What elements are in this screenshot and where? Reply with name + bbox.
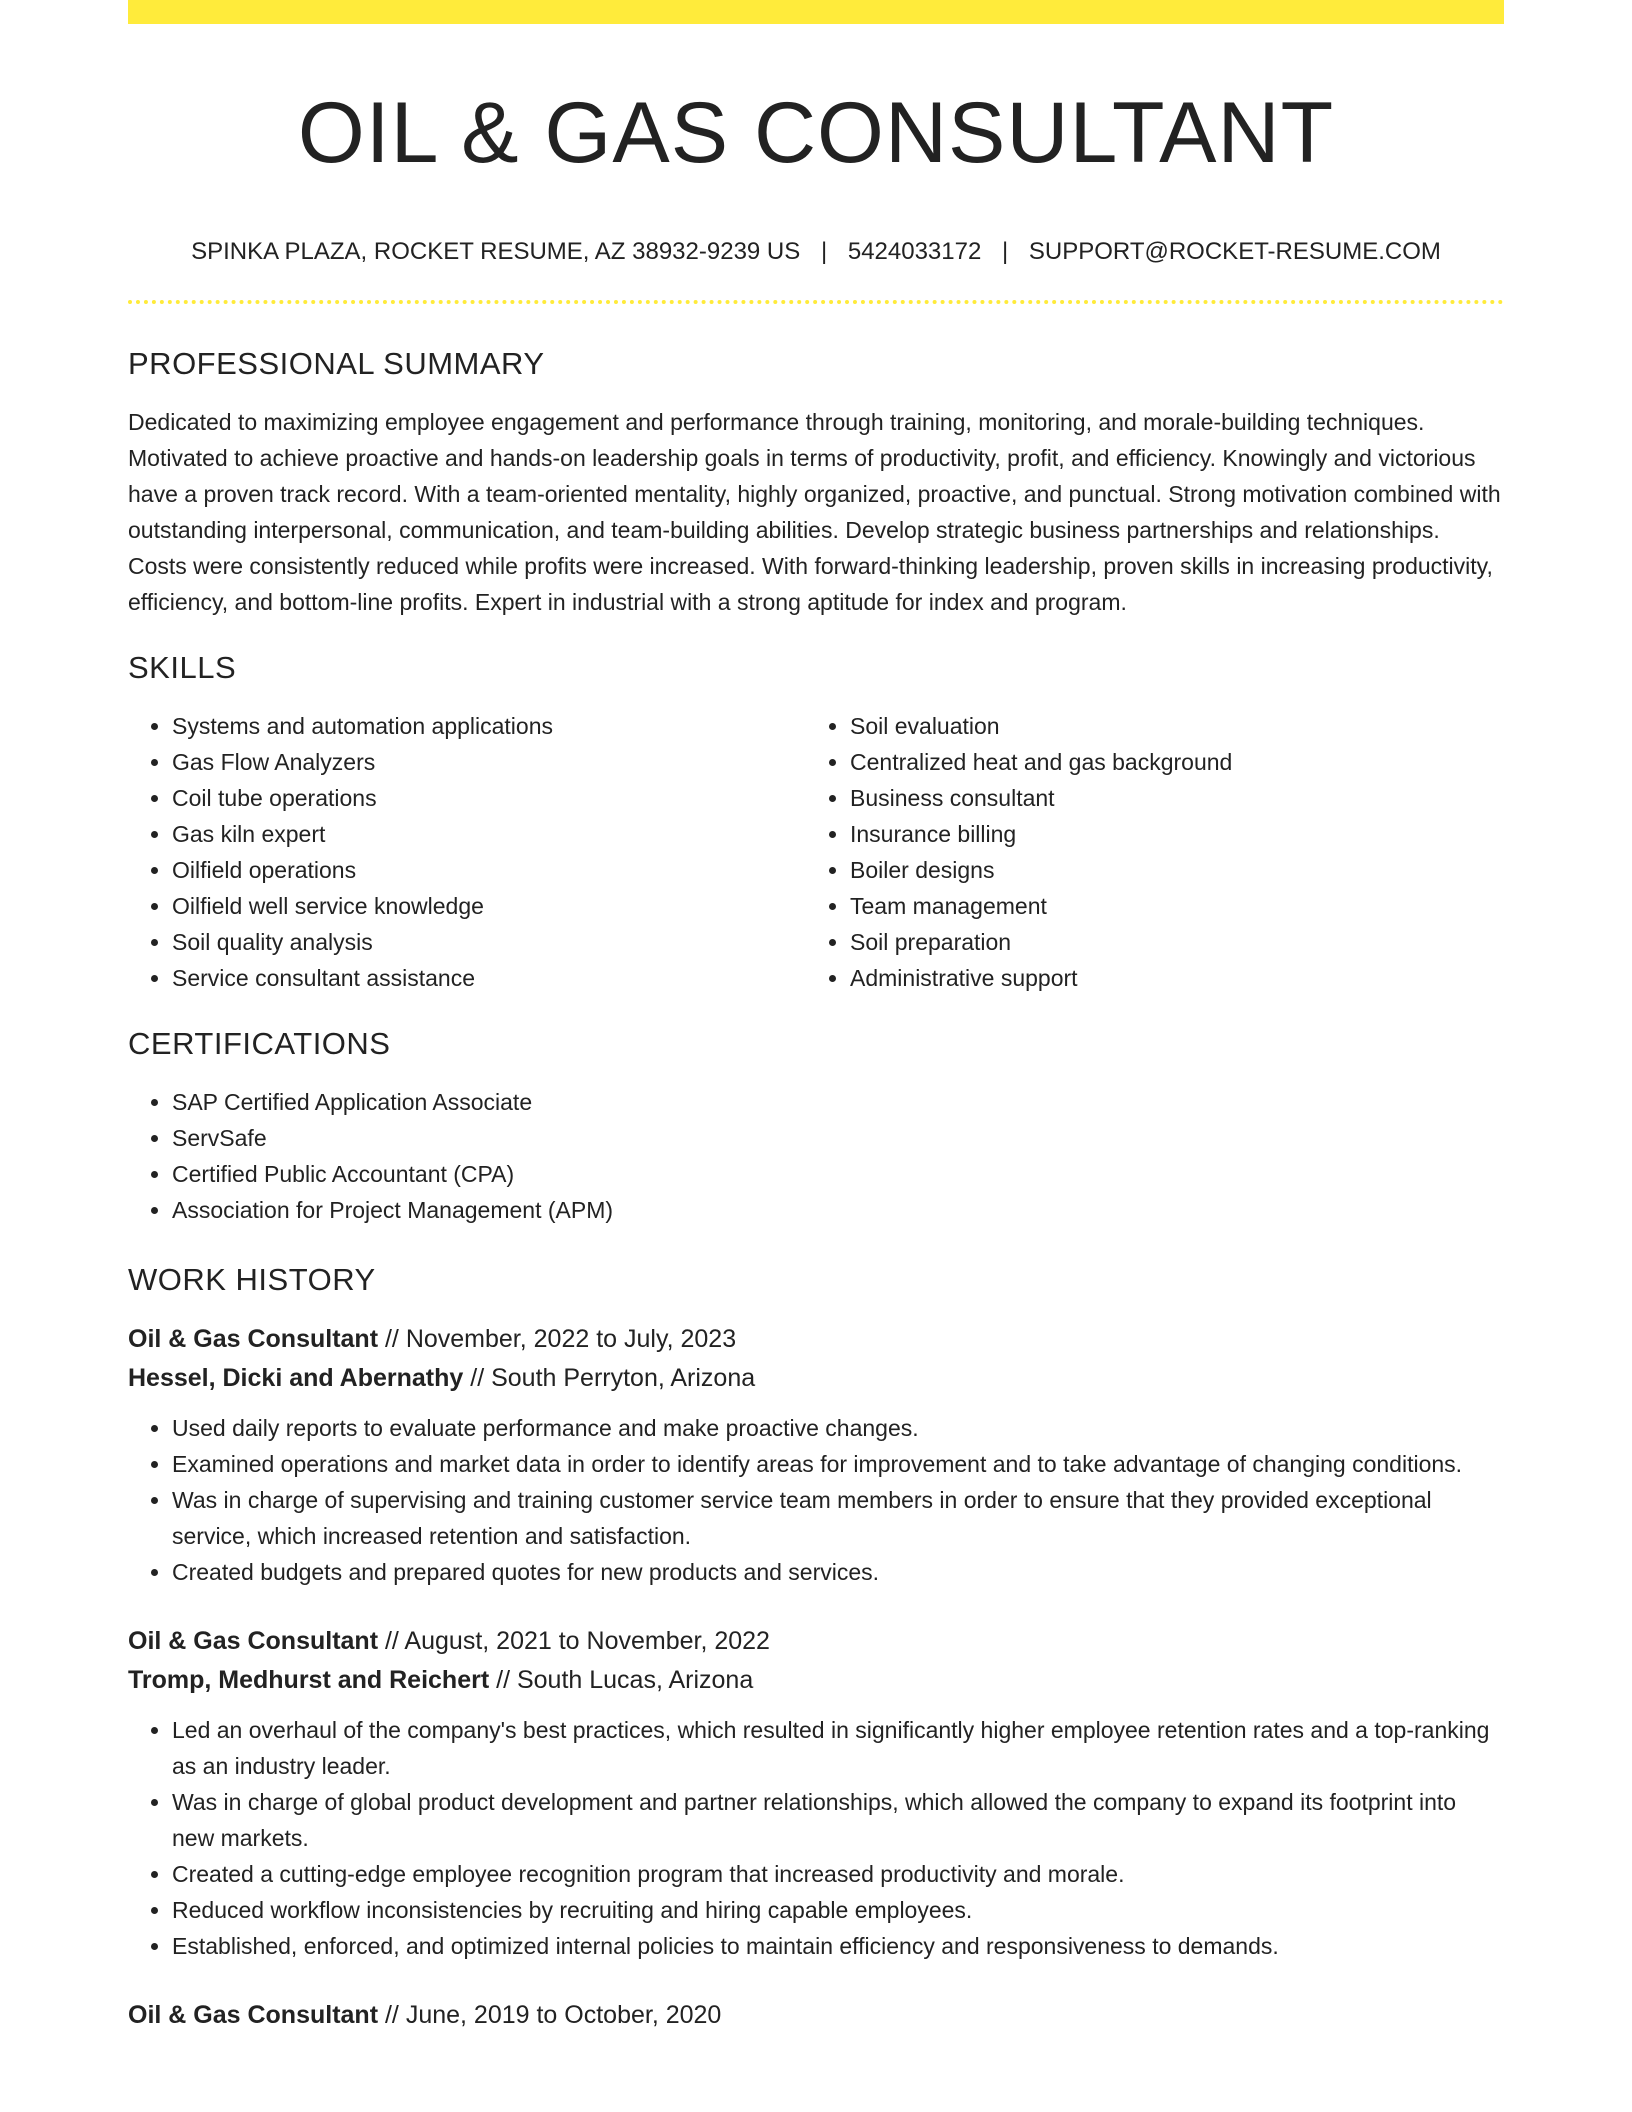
skill-item: • Business consultant (850, 780, 1484, 816)
skill-item: • Team management (850, 888, 1484, 924)
job-title-line (128, 1320, 1504, 1359)
job-location: // South Perryton, Arizona (463, 1363, 756, 1392)
job-position: Oil & Gas Consultant (128, 2000, 379, 2029)
skill-item: • Oilfield operations (172, 852, 806, 888)
job-company-line (128, 1661, 1504, 1700)
skill-item: • Insurance billing (850, 816, 1484, 852)
job-entry (128, 1320, 1504, 1590)
job-dates: // November, 2022 to July, 2023 (378, 1324, 737, 1353)
job-position: Oil & Gas Consultant (128, 1324, 379, 1353)
job-title-line (128, 1996, 1504, 2035)
job-bullet: • Led an overhaul of the company's best practices, which resulted in significantly higher employee retention rates and a top-ranking as an industry leader. (172, 1712, 1504, 1784)
job-bullet: • Created budgets and prepared quotes for new products and services. (172, 1554, 1504, 1590)
contact-separator: | (820, 237, 828, 265)
top-accent-bar (128, 0, 1504, 24)
job-company-line (128, 1359, 1504, 1398)
contact-address: SPINKA PLAZA, ROCKET RESUME, AZ 38932-9239 US (191, 237, 801, 265)
job-bullets (128, 1712, 1504, 1964)
job-company: Hessel, Dicki and Abernathy (128, 1363, 464, 1392)
certifications-heading: CERTIFICATIONS (128, 1025, 391, 1061)
skill-item: • Administrative support (850, 960, 1484, 996)
skills-column-left (128, 708, 806, 996)
skill-item: • Oilfield well service knowledge (172, 888, 806, 924)
job-dates: // August, 2021 to November, 2022 (378, 1626, 770, 1655)
resume-page (128, 0, 1504, 2035)
skill-item: • Centralized heat and gas background (850, 744, 1484, 780)
skill-item: • Gas Flow Analyzers (172, 744, 806, 780)
job-entry (128, 1996, 1504, 2035)
skills-column-right (806, 708, 1484, 996)
job-bullet: • Was in charge of global product development and partner relationships, which allowed the company to expand its footprint into new markets. (172, 1784, 1504, 1856)
skill-item: • Boiler designs (850, 852, 1484, 888)
job-bullet: • Created a cutting-edge employee recognition program that increased productivity and morale. (172, 1856, 1504, 1892)
certification-item: • SAP Certified Application Associate (172, 1084, 1504, 1120)
header-divider (128, 300, 1504, 304)
job-entry (128, 1622, 1504, 1964)
contact-line (128, 237, 1504, 267)
job-bullets (128, 1410, 1504, 1590)
job-location: // South Lucas, Arizona (489, 1665, 754, 1694)
summary-text: Dedicated to maximizing employee engagement and performance through training, monitoring, and morale-building techniques. Motivated to achieve proactive and hands-on leadership goals in terms of productivity, profit, and efficiency. Knowingly and victorious have a proven track record. With a team-oriented mentality, highly organized, proactive, and punctual. Strong motivation combined with outstanding interpersonal, communication, and team-building abilities. Develop strategic business partnerships and relationships. Costs were consistently reduced while profits were increased. With forward-thinking leadership, proven skills in increasing productivity, efficiency, and bottom-line profits. Expert in industrial with a strong aptitude for index and program. (128, 408, 1501, 615)
resume-title: OIL & GAS CONSULTANT (297, 85, 1335, 181)
certification-item: • ServSafe (172, 1120, 1504, 1156)
skill-item: • Coil tube operations (172, 780, 806, 816)
contact-separator: | (1002, 237, 1009, 265)
skill-item: • Service consultant assistance (172, 960, 806, 996)
contact-email: SUPPORT@ROCKET-RESUME.COM (1028, 237, 1441, 265)
skills-grid (128, 708, 1504, 996)
job-bullet: • Examined operations and market data in order to identify areas for improvement and to take advantage of changing conditions. (172, 1446, 1504, 1482)
certifications-list (128, 1084, 1504, 1228)
job-bullet: • Was in charge of supervising and training customer service team members in order to ensure that they provided exceptional service, which increased retention and satisfaction. (172, 1482, 1504, 1554)
work-history-heading: WORK HISTORY (128, 1261, 376, 1297)
job-bullet: • Used daily reports to evaluate performance and make proactive changes. (172, 1410, 1504, 1446)
job-bullet: • Reduced workflow inconsistencies by recruiting and hiring capable employees. (172, 1892, 1504, 1928)
job-position: Oil & Gas Consultant (128, 1626, 379, 1655)
skill-item: • Gas kiln expert (172, 816, 806, 852)
skill-item: • Soil preparation (850, 924, 1484, 960)
job-title-line (128, 1622, 1504, 1661)
certification-item: • Association for Project Management (APM) (172, 1192, 1504, 1228)
skills-heading: SKILLS (128, 649, 237, 685)
job-company: Tromp, Medhurst and Reichert (128, 1665, 490, 1694)
job-dates: // June, 2019 to October, 2020 (378, 2000, 722, 2029)
skill-item: • Soil quality analysis (172, 924, 806, 960)
summary-heading: PROFESSIONAL SUMMARY (128, 345, 545, 381)
skill-item: • Soil evaluation (850, 708, 1484, 744)
certification-item: • Certified Public Accountant (CPA) (172, 1156, 1504, 1192)
contact-phone: 5424033172 (847, 237, 982, 265)
job-bullet: • Established, enforced, and optimized internal policies to maintain efficiency and responsiveness to demands. (172, 1928, 1504, 1964)
skill-item: • Systems and automation applications (172, 708, 806, 744)
